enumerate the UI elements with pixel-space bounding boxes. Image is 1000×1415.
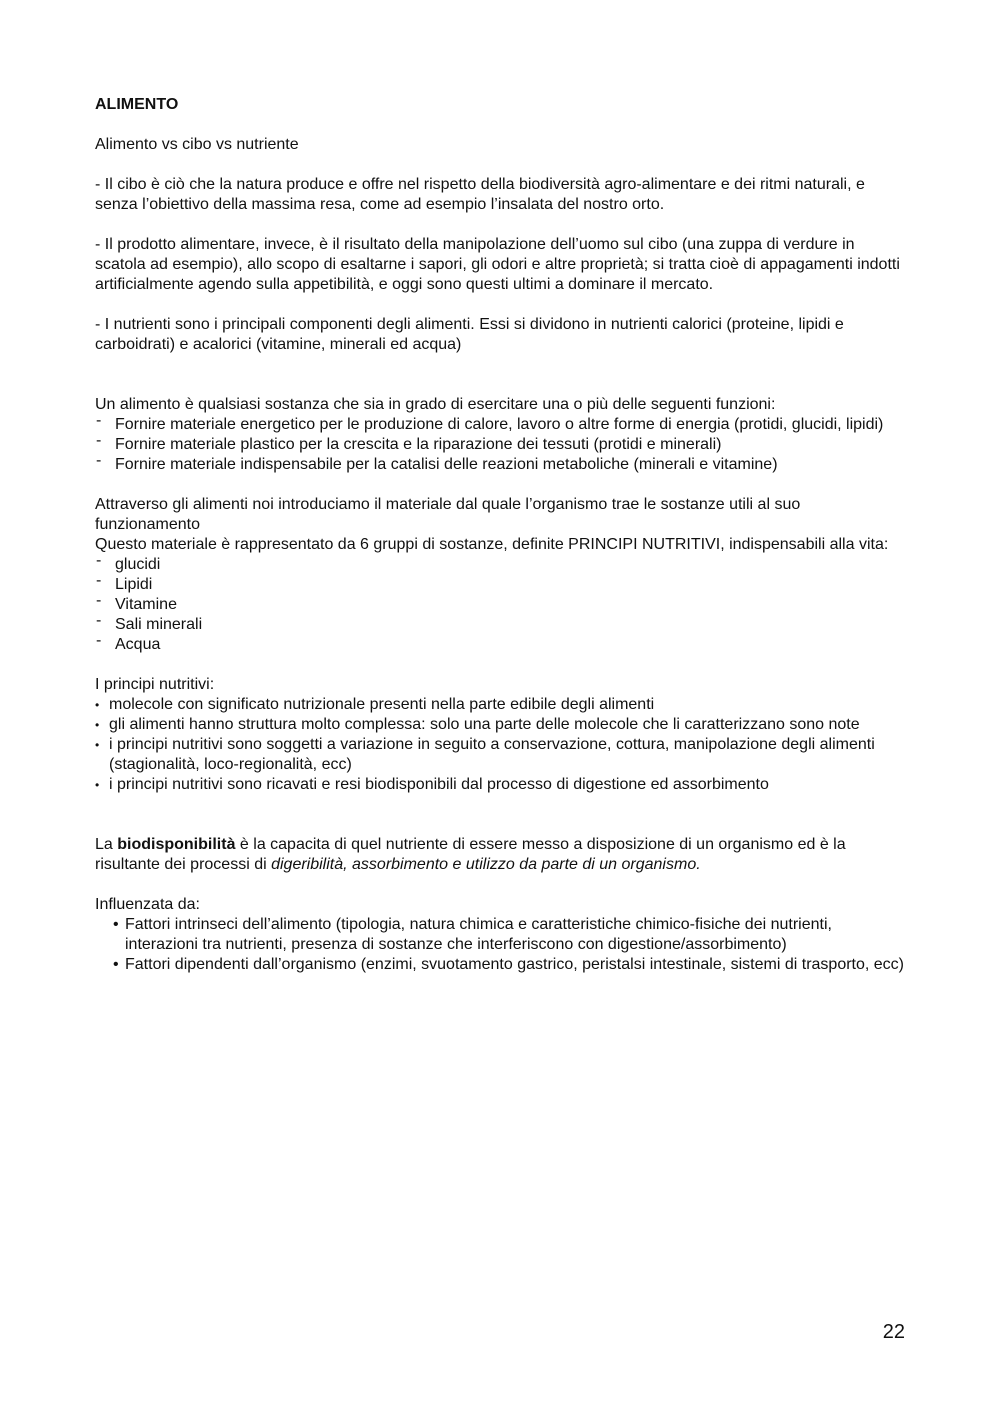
- bio-term: biodisponibilità: [117, 836, 236, 853]
- principles-intro: I principi nutritivi:: [95, 676, 215, 693]
- bio-italic: digeribilità, assorbimento e utilizzo da parte di un organismo.: [271, 856, 701, 873]
- list-item: - glucidi: [95, 555, 905, 575]
- bio-middle: è la capacita di quel nutriente di essere messo a disposizione di un organismo ed è la risultante dei processi di: [95, 836, 846, 873]
- bioavailability-paragraph: [95, 835, 905, 875]
- list-item: - Sali minerali: [95, 615, 905, 635]
- functions-list: [95, 415, 905, 475]
- list-item: - Fornire materiale energetico per le produzione di calore, lavoro o altre forme di energia (protidi, glucidi, lipidi): [95, 415, 905, 435]
- influences-list: [113, 915, 905, 975]
- section-title: ALIMENTO: [95, 96, 179, 113]
- list-item: • i principi nutritivi sono ricavati e resi biodisponibili dal processo di digestione ed assorbimento: [95, 775, 905, 795]
- definition-nutrienti: - I nutrienti sono i principali componenti degli alimenti. Essi si dividono in nutrienti calorici (proteine, lipidi e carboidrati) e acalorici (vitamine, minerali ed acqua): [95, 316, 844, 353]
- intro-paragraph-1: Attraverso gli alimenti noi introduciamo il materiale dal quale l’organismo trae le sostanze utili al suo funzionamento: [95, 496, 801, 533]
- list-item: • molecole con significato nutrizionale presenti nella parte edibile degli alimenti: [95, 695, 905, 715]
- list-item: • Fattori dipendenti dall’organismo (enzimi, svuotamento gastrico, peristalsi intestinale, sistemi di trasporto, ecc): [113, 955, 905, 975]
- functions-intro: Un alimento è qualsiasi sostanza che sia in grado di esercitare una o più delle seguenti funzioni:: [95, 396, 776, 413]
- subtitle: Alimento vs cibo vs nutriente: [95, 136, 299, 153]
- list-item: - Acqua: [95, 635, 905, 655]
- definition-prodotto-alimentare: - Il prodotto alimentare, invece, è il risultato della manipolazione dell’uomo sul cibo (una zuppa di verdure in scatola ad esempio), allo scopo di esaltarne i sapori, gli odori e altre proprietà; si tratta cioè di appagamenti indotti artificialmente agendo sulla appetibilità, e oggi sono questi ultimi a dominare il mercato.: [95, 236, 900, 293]
- list-item: - Lipidi: [95, 575, 905, 595]
- document-page: [95, 95, 905, 975]
- influence-intro: Influenzata da:: [95, 896, 200, 913]
- list-item: • gli alimenti hanno struttura molto complessa: solo una parte delle molecole che li caratterizzano sono note: [95, 715, 905, 735]
- definition-cibo: - Il cibo è ciò che la natura produce e offre nel rispetto della biodiversità agro-alimentare e dei ritmi naturali, e senza l’obiettivo della massima resa, come ad esempio l’insalata del nostro orto.: [95, 176, 865, 213]
- principles-list: [95, 695, 905, 795]
- list-item: • i principi nutritivi sono soggetti a variazione in seguito a conservazione, cottura, manipolazione degli alimenti (stagionalità, loco-regionalità, ecc): [95, 735, 905, 775]
- intro-paragraph-2: Questo materiale è rappresentato da 6 gruppi di sostanze, definite PRINCIPI NUTRITIVI, indispensabili alla vita:: [95, 536, 889, 553]
- list-item: - Vitamine: [95, 595, 905, 615]
- page-number: 22: [882, 1321, 905, 1343]
- bio-prefix: La: [95, 836, 118, 853]
- list-item: - Fornire materiale plastico per la crescita e la riparazione dei tessuti (protidi e minerali): [95, 435, 905, 455]
- nutrients-list: [95, 555, 905, 655]
- list-item: - Fornire materiale indispensabile per la catalisi delle reazioni metaboliche (minerali e vitamine): [95, 455, 905, 475]
- list-item: • Fattori intrinseci dell’alimento (tipologia, natura chimica e caratteristiche chimico-fisiche dei nutrienti, interazioni tra nutrienti, presenza di sostanze che interferiscono con digestione/assorbimento): [113, 915, 905, 955]
